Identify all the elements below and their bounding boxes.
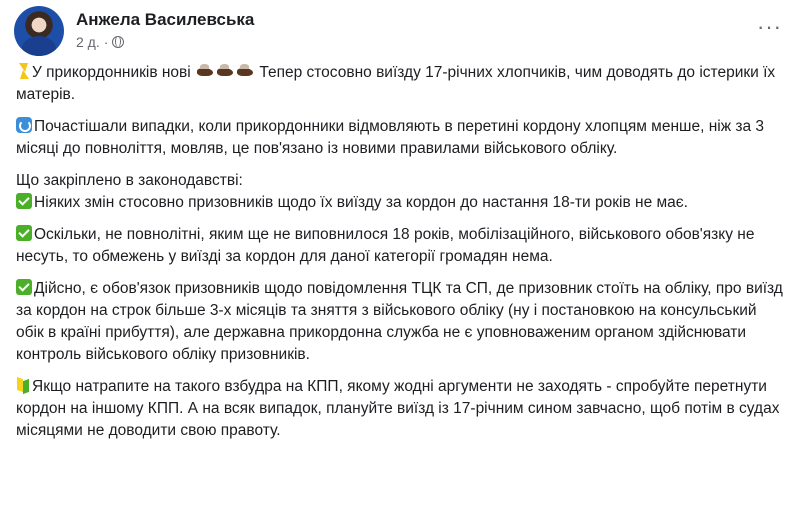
post-meta: 2 д. · [76, 34, 124, 50]
paragraph-3: Що закріплено в законодавстві: Ніяких змін стосовно призовників щодо їх виїзду за кордон до настання 18-ти років не має. [16, 172, 688, 211]
mosquito-icon [197, 68, 213, 76]
globe-icon[interactable] [112, 36, 124, 48]
mosquito-icon [217, 68, 233, 76]
check-icon [16, 193, 32, 209]
mosquito-icon [237, 68, 253, 76]
lightning-icon [16, 63, 30, 79]
legislation-heading: Що закріплено в законодавстві: [16, 172, 243, 189]
post-options-button[interactable]: ··· [757, 14, 782, 39]
post-body [16, 62, 786, 452]
paragraph-2: Почастішали випадки, коли прикордонники відмовляють в перетині кордону хлопцям менше, ніж за 3 місяці до повноліття, мовляв, це пов'язано із новими правилами військового обліку. [16, 118, 765, 157]
paragraph-1: У прикордонників нові Тепер стосовно виїзду 17-річних хлопчиків, чим доводять до істерики їх матерів. [16, 64, 776, 103]
check-icon [16, 225, 32, 241]
paragraph-5: Дійсно, є обов'язок призовників щодо повідомлення ТЦК та СП, де призовник стоїть на обліку, про виїзд за кордон на строк більше 3-х місяців та зняття з військового обліку (ну і постановкою на консульський обік в країні прибуття), але державна прикордонна служба не є уповноваженим органом здійснювати контроль військового обліку призовників. [16, 280, 783, 363]
check-icon [16, 279, 32, 295]
post-header [14, 6, 786, 56]
paragraph-4: Оскільки, не повнолітні, яким ще не виповнилося 18 років, мобілізаційного, військового обов'язку не несуть, то обмежень у виїзді за кордон для даної категорії громадян нема. [16, 226, 755, 265]
paragraph-6: Якщо натрапите на такого взбудра на КПП, якому жодні аргументи не заходять - спробуйте перетнути кордон на іншому КПП. А на всяк випадок, плануйте виїзд із 17-річним сином завчасно, щоб потім в судах місяцями не доводити свою правоту. [16, 378, 780, 439]
beginner-icon [16, 377, 30, 393]
author-avatar[interactable] [14, 6, 64, 56]
post-time[interactable]: 2 д. [76, 34, 100, 50]
author-name[interactable]: Анжела Василевська [76, 10, 255, 29]
recycle-icon [16, 117, 32, 133]
